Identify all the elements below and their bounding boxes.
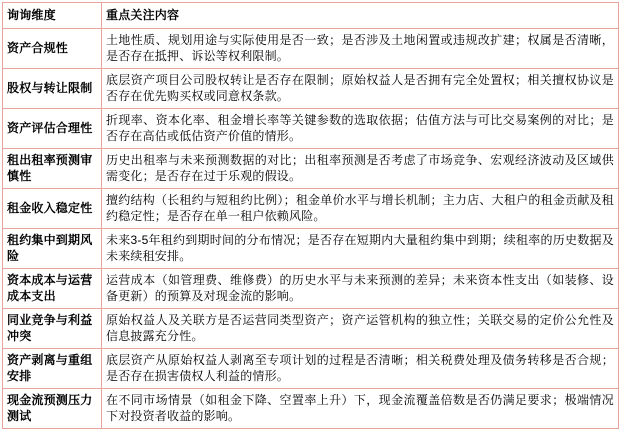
cell-focus: 折现率、资本化率、租金增长率等关键参数的选取依据；估值方法与可比交易案例的对比；是否存在高估或低估资产价值的情形。 (102, 109, 619, 149)
cell-dimension: 租出租率预测审慎性 (3, 149, 102, 189)
table-row (3, 349, 619, 389)
cell-focus: 在不同市场情景（如租金下降、空置率上升）下，现金流覆盖倍数是否仍满足要求；极端情况下对投资者收益的影响。 (102, 389, 619, 429)
table-row (3, 229, 619, 269)
table-row (3, 269, 619, 309)
cell-dimension: 资产评估合理性 (3, 109, 102, 149)
cell-focus: 运营成本（如管理费、维修费）的历史水平与未来预测的差异；未来资本性支出（如装修、设备更新）的预算及对现金流的影响。 (102, 269, 619, 309)
cell-focus: 未来3-5年租约到期时间的分布情况；是否存在短期内大量租约集中到期；续租率的历史数据及未来续租安排。 (102, 229, 619, 269)
cell-dimension: 资本成本与运营成本支出 (3, 269, 102, 309)
cell-dimension: 股权与转让限制 (3, 69, 102, 109)
cell-dimension: 现金流预测压力测试 (3, 389, 102, 429)
table-row (3, 69, 619, 109)
cell-focus: 底层资产从原始权益人剥离至专项计划的过程是否清晰；相关税费处理及债务转移是否合规；是否存在损害债权人利益的情形。 (102, 349, 619, 389)
cell-dimension: 租金收入稳定性 (3, 189, 102, 229)
cell-focus: 原始权益人及关联方是否运营同类型资产；资产运管机构的独立性；关联交易的定价公允性及信息披露充分性。 (102, 309, 619, 349)
table-row (3, 109, 619, 149)
table-body (3, 29, 619, 429)
cell-dimension: 资产合规性 (3, 29, 102, 69)
cell-dimension: 同业竞争与利益冲突 (3, 309, 102, 349)
table-row (3, 29, 619, 69)
cell-focus: 土地性质、规划用途与实际使用是否一致；是否涉及土地闲置或违规改扩建；权属是否清晰，是否存在抵押、诉讼等权利限制。 (102, 29, 619, 69)
due-diligence-table (2, 2, 619, 429)
cell-focus: 底层资产项目公司股权转让是否存在限制；原始权益人是否拥有完全处置权；相关擅权协议是否存在优先购买权或同意权条款。 (102, 69, 619, 109)
cell-dimension: 资产剥离与重组安排 (3, 349, 102, 389)
table-header (3, 3, 619, 29)
column-header-focus: 重点关注内容 (102, 3, 619, 29)
cell-focus: 擅约结构（长租约与短租约比例）；租金单价水平与增长机制；主力店、大租户的租金贡献及租约稳定性；是否存在单一租户依赖风险。 (102, 189, 619, 229)
table-row (3, 309, 619, 349)
table-header-row (3, 3, 619, 29)
cell-dimension: 租约集中到期风险 (3, 229, 102, 269)
table-row (3, 189, 619, 229)
table-row (3, 389, 619, 429)
table-row (3, 149, 619, 189)
column-header-dimension: 询询维度 (3, 3, 102, 29)
cell-focus: 历史出租率与未来预测数据的对比；出租率预测是否考虑了市场竞争、宏观经济波动及区域供需变化；是否存在过于乐观的假设。 (102, 149, 619, 189)
